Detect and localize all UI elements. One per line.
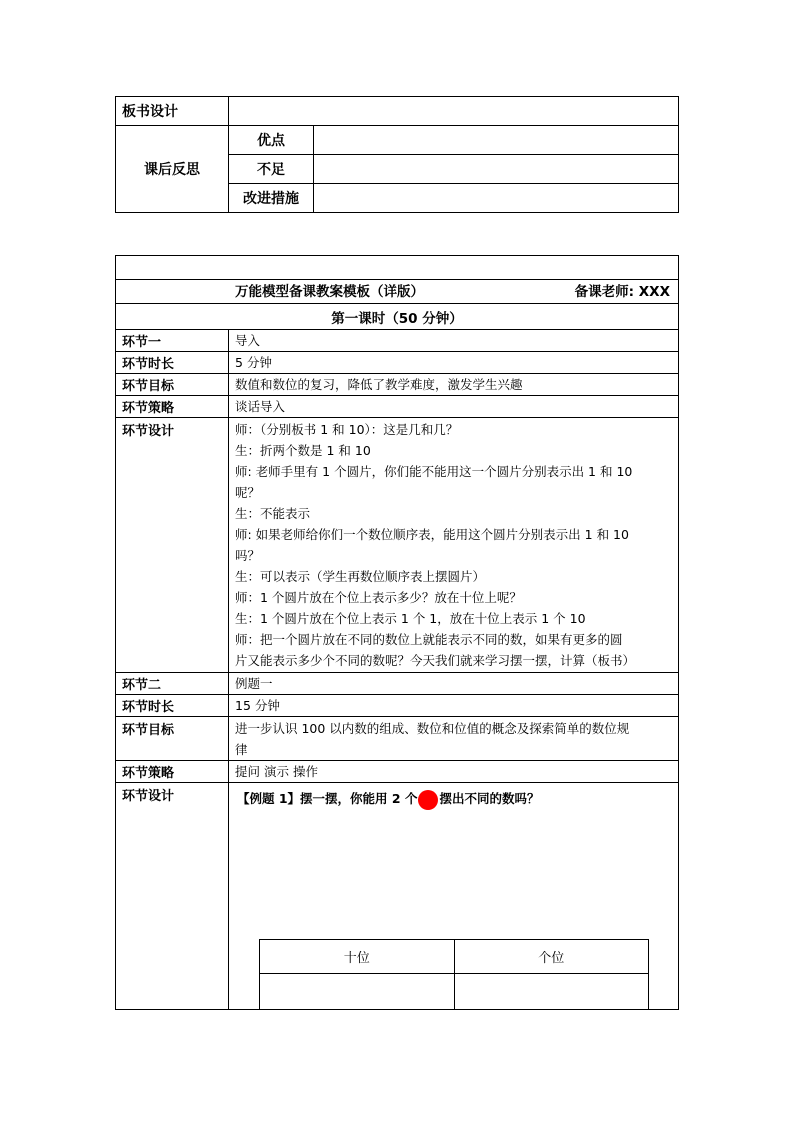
section1-duration-label: 环节时长	[116, 352, 229, 374]
design-line: 片又能表示多少个不同的数呢？今天我们就来学习摆一摆，计算（板书）	[235, 653, 636, 668]
section2-design-content	[229, 783, 679, 1010]
strengths-label: 优点	[229, 126, 314, 155]
section1-strategy-value: 谈话导入	[229, 396, 679, 418]
goal-line: 律	[235, 742, 248, 757]
section1-segment-value: 导入	[229, 330, 679, 352]
teacher-label: 备课老师: XXX	[574, 283, 670, 300]
design-line: 生：不能表示	[235, 506, 311, 521]
ones-header: 个位	[454, 940, 649, 974]
reflection-label: 课后反思	[116, 126, 229, 213]
section1-goal-label: 环节目标	[116, 374, 229, 396]
design-line: 呢？	[235, 485, 261, 500]
design-line: 师：1 个圆片放在个位上表示多少？放在十位上呢？	[235, 590, 522, 605]
section2-goal-value	[229, 717, 679, 761]
design-line: 师: 老师手里有 1 个圆片，你们能不能用这一个圆片分别表示出 1 和 10	[235, 464, 633, 479]
section2-strategy-value: 提问 演示 操作	[229, 761, 679, 783]
section2-goal-label: 环节目标	[116, 717, 229, 761]
section1-design-content	[229, 418, 679, 673]
section1-design-label: 环节设计	[116, 418, 229, 673]
blank-top-row	[116, 256, 679, 280]
design-line: 师: 如果老师给你们一个数位顺序表，能用这个圆片分别表示出 1 和 10	[235, 527, 629, 542]
example-question	[237, 789, 539, 810]
red-disc-icon	[418, 790, 438, 810]
tens-cell	[260, 974, 455, 1010]
improvements-label: 改进措施	[229, 184, 314, 213]
board-design-label: 板书设计	[116, 97, 229, 126]
design-line: 师：把一个圆片放在不同的数位上就能表示不同的数，如果有更多的圆	[235, 632, 623, 647]
lesson-header: 第一课时（50 分钟）	[116, 304, 679, 330]
section2-segment-value: 例题一	[229, 673, 679, 695]
weaknesses-label: 不足	[229, 155, 314, 184]
design-line: 师：（分别板书 1 和 10）：这是几和几？	[235, 422, 459, 437]
goal-line: 进一步认识 100 以内数的组成、数位和位值的概念及探索简单的数位规	[235, 721, 630, 736]
weaknesses-cell	[314, 155, 679, 184]
example-suffix: 摆出不同的数吗？	[439, 791, 540, 806]
section2-segment-label: 环节二	[116, 673, 229, 695]
design-line: 生：折两个数是 1 和 10	[235, 443, 371, 458]
design-line: 生：1 个圆片放在个位上表示 1 个 1，放在十位上表示 1 个 10	[235, 611, 586, 626]
reflection-table	[115, 96, 679, 213]
lesson-plan-table	[115, 255, 679, 1010]
section1-duration-value: 5 分钟	[229, 352, 679, 374]
example-prefix: 【例题 1】摆一摆，你能用 2 个	[237, 791, 418, 806]
design-line: 生：可以表示（学生再数位顺序表上摆圆片）	[235, 569, 486, 584]
improvements-cell	[314, 184, 679, 213]
section1-segment-label: 环节一	[116, 330, 229, 352]
place-value-table	[259, 939, 649, 1010]
section2-design-label: 环节设计	[116, 783, 229, 1010]
design-line: 吗？	[235, 548, 261, 563]
title-row	[116, 280, 679, 304]
section2-strategy-label: 环节策略	[116, 761, 229, 783]
section1-strategy-label: 环节策略	[116, 396, 229, 418]
section2-duration-label: 环节时长	[116, 695, 229, 717]
tens-header: 十位	[260, 940, 455, 974]
strengths-cell	[314, 126, 679, 155]
ones-cell	[454, 974, 649, 1010]
section2-duration-value: 15 分钟	[229, 695, 679, 717]
board-design-cell	[229, 97, 679, 126]
plan-title: 万能模型备课教案模板（详版）	[235, 283, 424, 300]
section1-goal-value: 数值和数位的复习，降低了教学难度，激发学生兴趣	[229, 374, 679, 396]
